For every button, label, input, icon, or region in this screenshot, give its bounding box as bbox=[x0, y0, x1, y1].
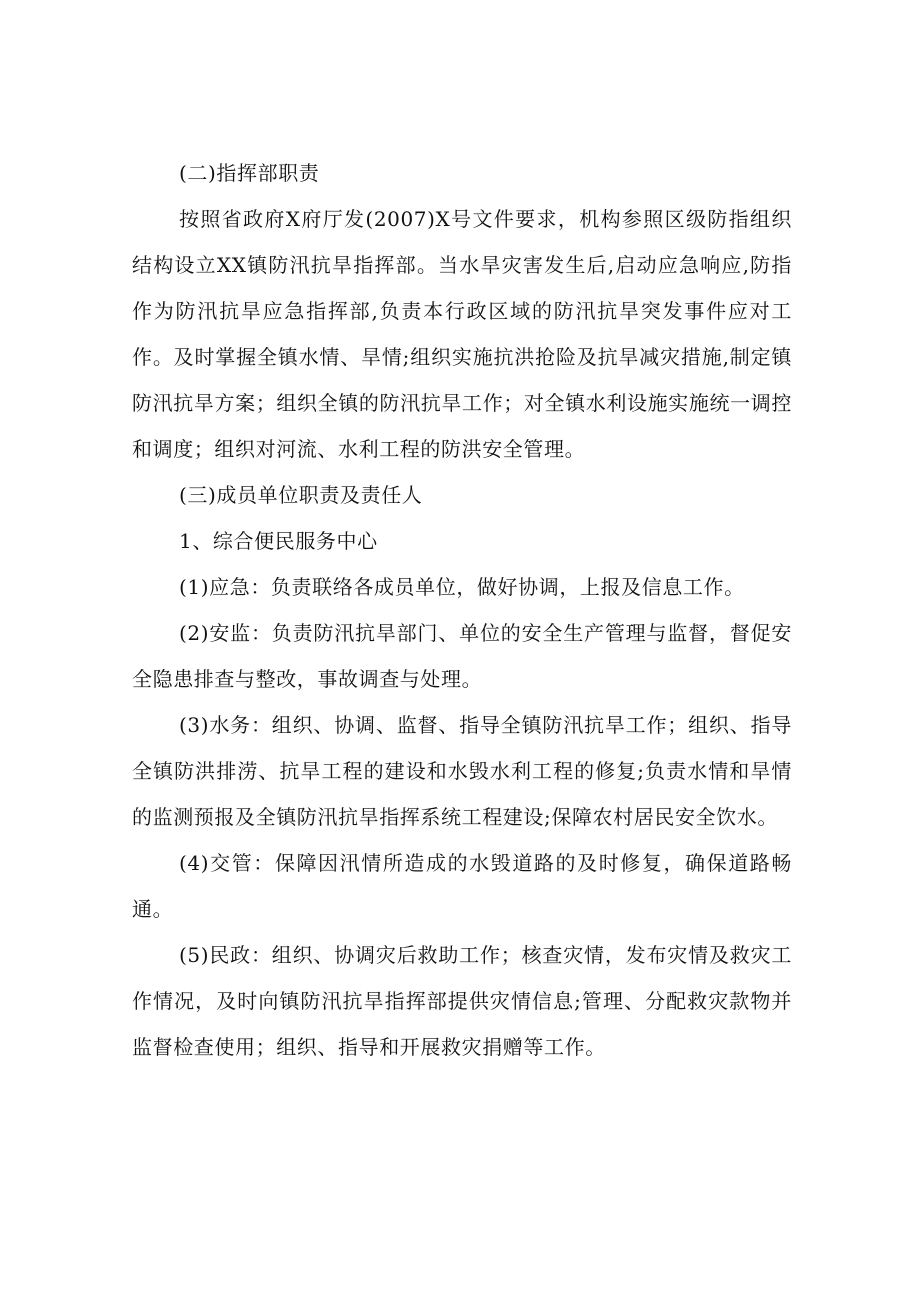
item-safety-supervision: (2)安监：负责防汛抗旱部门、单位的安全生产管理与监督，督促安全隐患排查与整改，事故调查与处理。 bbox=[132, 621, 792, 691]
section-heading-member-units: (三)成员单位职责及责任人 bbox=[179, 483, 423, 507]
paragraph-command-duties: 按照省政府X府厅发(2007)X号文件要求，机构参照区级防指组织结构设立XX镇防汛抗旱指挥部。当水旱灾害发生后,启动应急响应,防指作为防汛抗旱应急指挥部,负责本行政区域的防汛抗旱突发事件应对工作。及时掌握全镇水情、旱情;组织实施抗洪抢险及抗旱减灾措施,制定镇防汛抗旱方案；组织全镇的防汛抗旱工作；对全镇水利设施实施统一调控和调度；组织对河流、水利工程的防洪安全管理。 bbox=[132, 207, 792, 461]
document-body bbox=[132, 150, 792, 1070]
subheading-service-center: 1、综合便民服务中心 bbox=[179, 529, 378, 553]
item-water-affairs: (3)水务：组织、协调、监督、指导全镇防汛抗旱工作；组织、指导全镇防洪排涝、抗旱工程的建设和水毁水利工程的修复;负责水情和旱情的监测预报及全镇防汛抗旱指挥系统工程建设;保障农村居民安全饮水。 bbox=[132, 713, 792, 829]
item-emergency: (1)应急：负责联络各成员单位，做好协调，上报及信息工作。 bbox=[179, 575, 745, 599]
item-civil-affairs: (5)民政：组织、协调灾后救助工作；核查灾情，发布灾情及救灾工作情况，及时向镇防汛抗旱指挥部提供灾情信息;管理、分配救灾款物并监督检查使用；组织、指导和开展救灾捐赠等工作。 bbox=[132, 943, 792, 1059]
item-traffic: (4)交管：保障因汛情所造成的水毁道路的及时修复，确保道路畅通。 bbox=[132, 851, 792, 921]
section-heading-command-duties: (二)指挥部职责 bbox=[179, 161, 320, 185]
